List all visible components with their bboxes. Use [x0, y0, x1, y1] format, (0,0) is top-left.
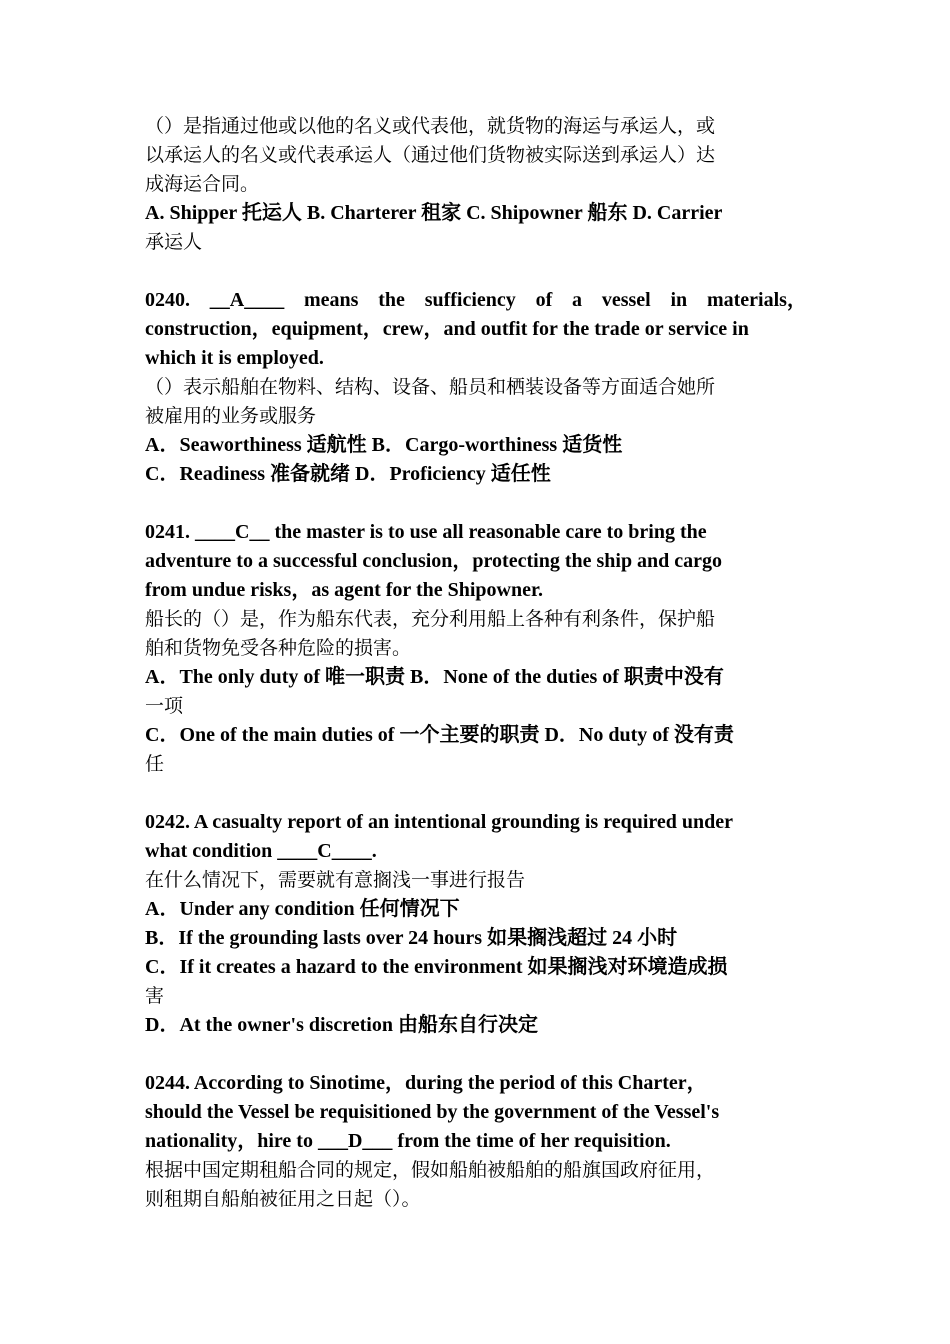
question-0242	[145, 808, 807, 1040]
question-text-line: （）是指通过他或以他的名义或代表他，就货物的海运与承运人，或	[145, 115, 716, 137]
spacer	[145, 1040, 807, 1069]
options-line: A. Shipper 托运人 B. Charterer 租家 C. Shipowner 船东 D. Carrier	[145, 202, 723, 224]
spacer	[145, 489, 807, 518]
spacer	[145, 779, 807, 808]
answer-blank: __A____	[209, 289, 285, 311]
question-en-line: from undue risks，as agent for the Shipowner.	[145, 579, 544, 601]
option-line: D．At the owner's discretion 由船东自行决定	[145, 1014, 538, 1036]
option-line: A．The only duty of 唯一职责 B．None of the duties of 职责中没有	[145, 666, 724, 688]
word: the	[378, 289, 405, 311]
word: in	[670, 289, 688, 311]
option-line: C．One of the main duties of 一个主要的职责 D．No duty of 没有责	[145, 724, 734, 746]
question-en-line: which it is employed.	[145, 347, 324, 369]
question-en-line: nationality，hire to ___D___ from the time of her requisition.	[145, 1130, 671, 1152]
word: sufficiency	[424, 289, 516, 311]
question-zh-line: 船长的（）是，作为船东代表，充分利用船上各种有利条件，保护船	[145, 608, 716, 630]
option-line: C．Readiness 准备就绪 D．Proficiency 适任性	[145, 463, 551, 485]
question-text-line: 以承运人的名义或代表承运人（通过他们货物被实际送到承运人）达	[145, 144, 716, 166]
word: of	[535, 289, 553, 311]
question-en-line: 0241. ____C__ the master is to use all reasonable care to bring the	[145, 521, 707, 543]
option-line: C．If it creates a hazard to the environment 如果搁浅对环境造成损	[145, 956, 728, 978]
word: a	[572, 289, 583, 311]
question-text-line: 成海运合同。	[145, 173, 260, 195]
word: vessel	[601, 289, 651, 311]
question-zh-line: 被雇用的业务或服务	[145, 405, 317, 427]
question-en-line: 0244. According to Sinotime，during the period of this Charter，	[145, 1072, 707, 1094]
word: means	[304, 289, 359, 311]
question-en-line: construction，equipment，crew，and outfit for the trade or service in	[145, 318, 749, 340]
question-0240	[145, 286, 807, 489]
question-0244	[145, 1069, 807, 1214]
question-en-line: 0242. A casualty report of an intentional grounding is required under	[145, 811, 734, 833]
option-line: A．Seaworthiness 适航性 B．Cargo-worthiness 适货性	[145, 434, 623, 456]
document-page	[145, 112, 807, 1214]
spacer	[145, 257, 807, 286]
word: 0240.	[145, 289, 190, 311]
question-zh-line: （）表示船舶在物料、结构、设备、船员和栖装设备等方面适合她所	[145, 376, 716, 398]
question-zh-line: 则租期自船舶被征用之日起（）。	[145, 1188, 421, 1210]
question-zh-line: 舶和货物免受各种危险的损害。	[145, 637, 412, 659]
question-en-line: what condition ____C____.	[145, 840, 377, 862]
question-0241	[145, 518, 807, 779]
question-en-line	[145, 286, 807, 315]
question-en-line: should the Vessel be requisitioned by the government of the Vessel's	[145, 1101, 720, 1123]
option-line: 任	[145, 753, 165, 775]
question-zh-line: 在什么情况下，需要就有意搁浅一事进行报告	[145, 869, 526, 891]
option-line: 害	[145, 985, 165, 1007]
option-line: 一项	[145, 695, 184, 717]
question-zh-line: 根据中国定期租船合同的规定，假如船舶被船舶的船旗国政府征用，	[145, 1159, 716, 1181]
question-en-line: adventure to a successful conclusion，protecting the ship and cargo	[145, 550, 723, 572]
question-fragment	[145, 112, 807, 257]
word: materials，	[706, 289, 807, 311]
option-line: A．Under any condition 任何情况下	[145, 898, 460, 920]
options-line: 承运人	[145, 231, 203, 253]
option-line: B．If the grounding lasts over 24 hours 如果搁浅超过 24 小时	[145, 927, 678, 949]
